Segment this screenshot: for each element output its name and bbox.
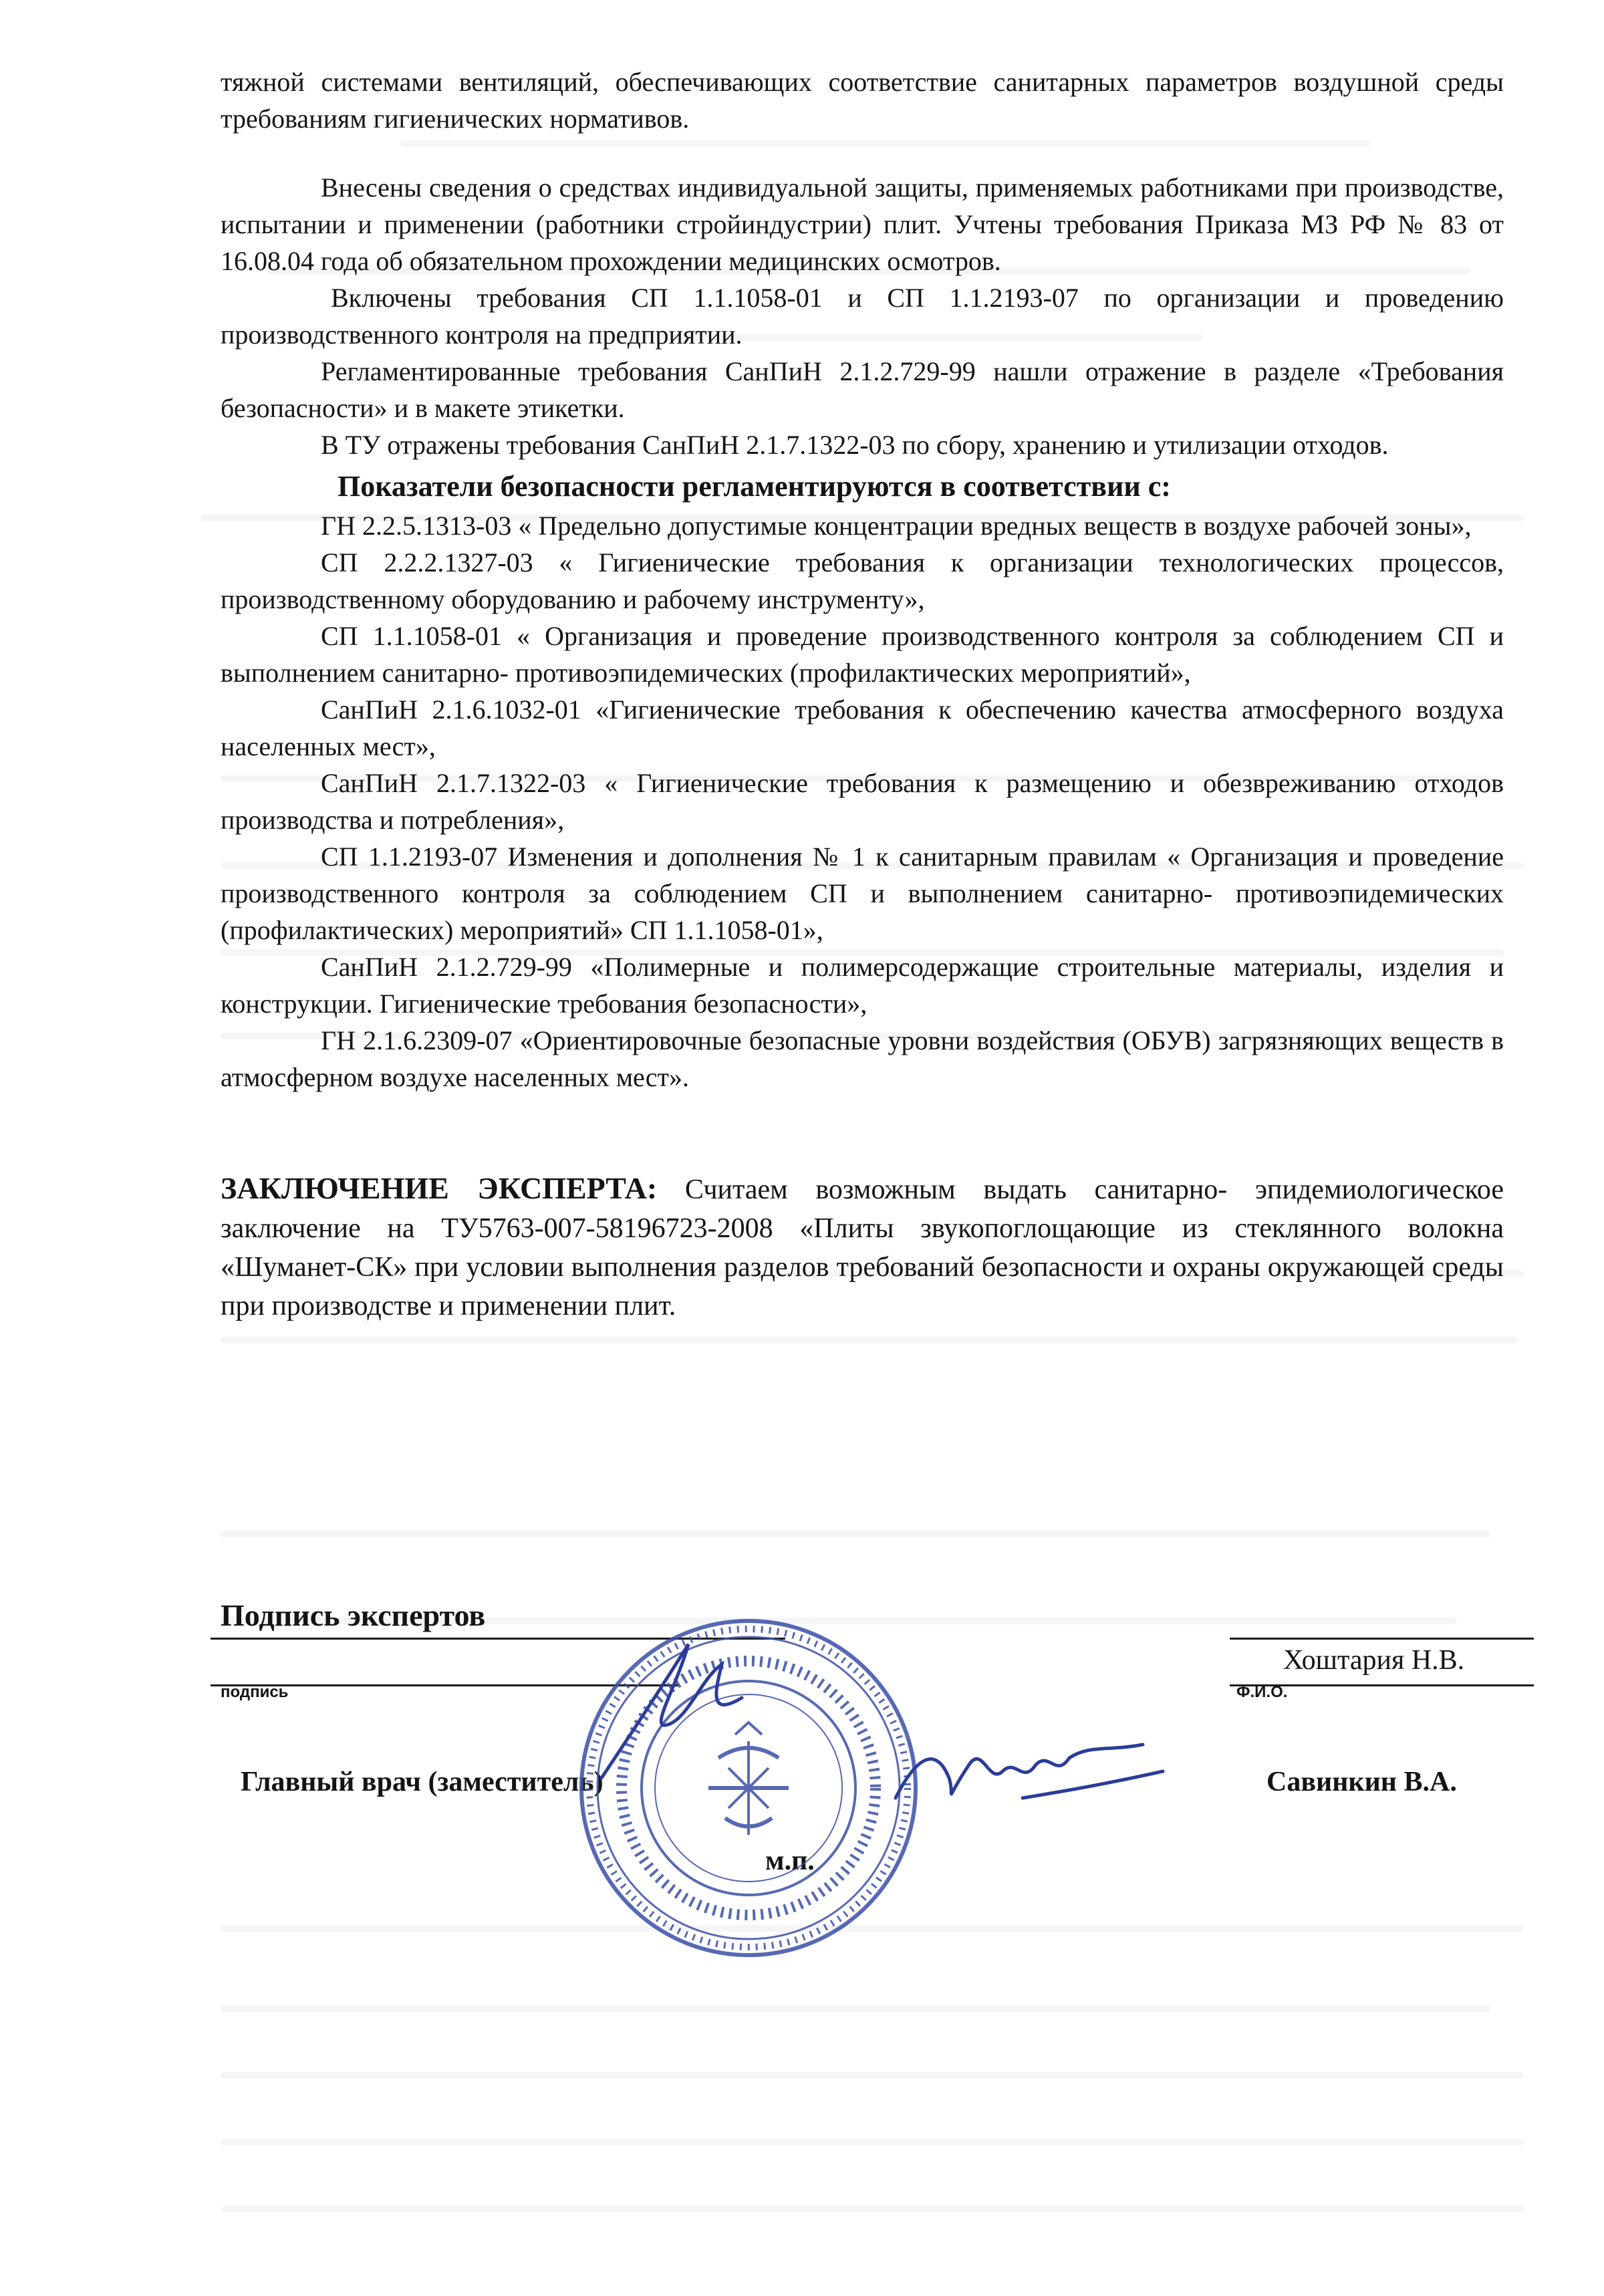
chief-physician-role: Главный врач (заместитель) <box>241 1767 604 1797</box>
official-seal-stamp <box>575 1614 922 1962</box>
expert-name: Хоштария Н.В. <box>1283 1645 1465 1676</box>
paragraph-production-control: Включены требования СП 1.1.1058-01 и СП 1.1.2193-07 по организации и проведению производственного контроля на предприятии. <box>221 283 1504 350</box>
indicators-heading: Показатели безопасности регламентируются в соответствии с: <box>338 470 1171 503</box>
paragraph-waste: В ТУ отражены требования СанПиН 2.1.7.1322-03 по сбору, хранению и утилизации отходов. <box>321 430 1389 460</box>
norm-item: ГН 2.2.5.1313-03 « Предельно допустимые концентрации вредных веществ в воздухе рабочей зоны», <box>321 511 1472 541</box>
norm-item: ГН 2.1.6.2309-07 «Ориентировочные безопасные уровни воздействия (ОБУВ) загрязняющих веществ в атмосферном воздухе населенных мест». <box>221 1025 1504 1092</box>
conclusion-label: ЗАКЛЮЧЕНИЕ ЭКСПЕРТА: <box>221 1171 658 1205</box>
paragraph-ventilation: тяжной системами вентиляций, обеспечивающих соответствие санитарных параметров воздушной среды требованиям гигиенических нормативов. <box>221 67 1504 134</box>
signature-caption: подпись <box>221 1683 289 1701</box>
norm-item: СП 2.2.2.1327-03 « Гигиенические требования к организации технологических процессов, производственному оборудованию и рабочему инструменту», <box>221 547 1504 614</box>
norm-item: СП 1.1.2193-07 Изменения и дополнения № 1 к санитарным правилам « Организация и проведение производственного контроля за соблюдением СП и выполнением санитарно- противоэпидемических (профилактических) мероприятий» СП 1.1.1058-01», <box>221 842 1504 945</box>
expert-conclusion <box>221 1169 1504 1325</box>
norm-item: СанПиН 2.1.6.1032-01 «Гигиенические требования к обеспечению качества атмосферного воздуха населенных мест», <box>221 694 1504 761</box>
signatures-title: Подпись экспертов <box>221 1598 486 1632</box>
name-line-top <box>1230 1638 1534 1640</box>
paragraph-sanpin-729: Регламентированные требования СанПиН 2.1.2.729-99 нашли отражение в разделе «Требования безопасности» и в макете этикетки. <box>221 356 1504 423</box>
chief-physician-name: Савинкин В.А. <box>1266 1767 1457 1797</box>
document-body <box>221 63 1504 1325</box>
conclusion-text: Считаем возможным выдать санитарно- эпидемиологическое заключение на ТУ5763-007-58196723-2008 «Плиты звукопоглощающие из стеклянного волокна «Шуманет-СК» при условии выполнения разделов требований безопасности и охраны окружающей среды при производстве и применении плит. <box>221 1174 1504 1321</box>
name-caption: Ф.И.О. <box>1236 1683 1288 1701</box>
norm-item: СанПиН 2.1.7.1322-03 « Гигиенические требования к размещению и обезвреживанию отходов производства и потребления», <box>221 768 1504 835</box>
seal-mark: м.п. <box>765 1845 815 1876</box>
norm-item: СанПиН 2.1.2.729-99 «Полимерные и полимерсодержащие строительные материалы, изделия и конструкции. Гигиенические требования безопасности», <box>221 952 1504 1019</box>
norm-item: СП 1.1.1058-01 « Организация и проведение производственного контроля за соблюдением СП и выполнением санитарно- противоэпидемических (профилактических мероприятий», <box>221 621 1504 688</box>
paragraph-ppe: Внесены сведения о средствах индивидуальной защиты, применяемых работниками при производстве, испытании и применении (работники стройиндустрии) плит. Учтены требования Приказа МЗ РФ № 83 от 16.08.04 года об обязательном прохождении медицинских осмотров. <box>221 172 1504 276</box>
